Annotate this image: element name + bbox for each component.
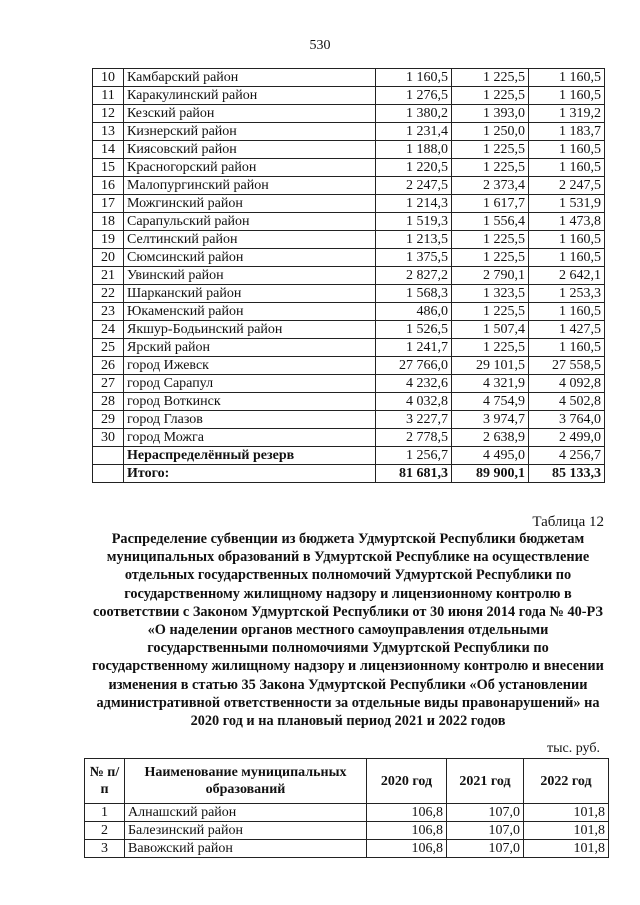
row-number: 21: [93, 267, 124, 285]
value-2022: 1 319,2: [529, 105, 605, 123]
table-row: [93, 321, 605, 339]
row-name: город Воткинск: [124, 393, 376, 411]
value-2020: 1 375,5: [376, 249, 452, 267]
value-2021: 2 790,1: [452, 267, 529, 285]
row-number: [93, 465, 124, 483]
value-2021: 1 225,5: [452, 231, 529, 249]
value-2021: 1 225,5: [452, 141, 529, 159]
table-row: [85, 840, 609, 858]
row-number: 12: [93, 105, 124, 123]
row-name: город Ижевск: [124, 357, 376, 375]
row-name: Итого:: [124, 465, 376, 483]
value-2020: 1 380,2: [376, 105, 452, 123]
table-row: [93, 177, 605, 195]
value-2020: 1 256,7: [376, 447, 452, 465]
table-row: [93, 123, 605, 141]
value-2021: 89 900,1: [452, 465, 529, 483]
row-number: 17: [93, 195, 124, 213]
value-2021: 1 225,5: [452, 159, 529, 177]
row-name: Каракулинский район: [124, 87, 376, 105]
value-2022: 1 531,9: [529, 195, 605, 213]
row-name: Балезинский район: [125, 822, 367, 840]
value-2021: 107,0: [447, 804, 524, 822]
row-number: 25: [93, 339, 124, 357]
row-number: 24: [93, 321, 124, 339]
row-name: город Глазов: [124, 411, 376, 429]
header-name: Наименование муниципальных образований: [125, 759, 367, 804]
housing-supervision-subsidy-table: [84, 758, 609, 858]
row-name: Вавожский район: [125, 840, 367, 858]
units-label: тыс. руб.: [547, 741, 600, 756]
row-name: Сарапульский район: [124, 213, 376, 231]
value-2020: 2 778,5: [376, 429, 452, 447]
value-2022: 2 247,5: [529, 177, 605, 195]
table-row: [93, 159, 605, 177]
value-2020: 1 214,3: [376, 195, 452, 213]
row-number: 10: [93, 69, 124, 87]
table-row: [93, 447, 605, 465]
value-2022: 2 499,0: [529, 429, 605, 447]
value-2020: 4 232,6: [376, 375, 452, 393]
value-2020: 1 241,7: [376, 339, 452, 357]
row-name: Камбарский район: [124, 69, 376, 87]
table-row: [93, 303, 605, 321]
value-2022: 1 427,5: [529, 321, 605, 339]
value-2022: 1 160,5: [529, 231, 605, 249]
table-row: [93, 285, 605, 303]
header-2020: 2020 год: [367, 759, 447, 804]
value-2021: 29 101,5: [452, 357, 529, 375]
value-2022: 1 160,5: [529, 303, 605, 321]
value-2021: 107,0: [447, 840, 524, 858]
value-2021: 4 321,9: [452, 375, 529, 393]
row-number: 26: [93, 357, 124, 375]
value-2020: 81 681,3: [376, 465, 452, 483]
value-2022: 4 502,8: [529, 393, 605, 411]
row-name: Сюмсинский район: [124, 249, 376, 267]
row-number: 14: [93, 141, 124, 159]
row-number: 29: [93, 411, 124, 429]
table-row: [93, 213, 605, 231]
row-name: Кизнерский район: [124, 123, 376, 141]
table-row: [93, 375, 605, 393]
value-2020: 2 827,2: [376, 267, 452, 285]
row-number: 3: [85, 840, 125, 858]
table-row: [93, 231, 605, 249]
value-2022: 1 160,5: [529, 339, 605, 357]
value-2021: 1 556,4: [452, 213, 529, 231]
value-2021: 1 250,0: [452, 123, 529, 141]
value-2021: 1 617,7: [452, 195, 529, 213]
value-2021: 2 373,4: [452, 177, 529, 195]
row-name: Киясовский район: [124, 141, 376, 159]
header-2022: 2022 год: [524, 759, 609, 804]
value-2022: 1 253,3: [529, 285, 605, 303]
header-num: № п/п: [85, 759, 125, 804]
row-number: 16: [93, 177, 124, 195]
value-2021: 2 638,9: [452, 429, 529, 447]
row-number: [93, 447, 124, 465]
table-number-label: Таблица 12: [532, 514, 604, 530]
row-name: Алнашский район: [125, 804, 367, 822]
row-name: город Сарапул: [124, 375, 376, 393]
value-2022: 85 133,3: [529, 465, 605, 483]
table-row: [93, 141, 605, 159]
row-number: 28: [93, 393, 124, 411]
row-name: Ярский район: [124, 339, 376, 357]
row-name: Увинский район: [124, 267, 376, 285]
value-2022: 1 160,5: [529, 159, 605, 177]
continued-subsidy-table: [92, 68, 605, 483]
value-2022: 1 160,5: [529, 69, 605, 87]
table-row: [85, 804, 609, 822]
table-row: [93, 249, 605, 267]
header-2021: 2021 год: [447, 759, 524, 804]
value-2022: 1 473,8: [529, 213, 605, 231]
value-2022: 1 160,5: [529, 249, 605, 267]
table-header-row: [85, 759, 609, 804]
value-2021: 3 974,7: [452, 411, 529, 429]
page-number: 530: [309, 38, 331, 53]
table-row: [93, 465, 605, 483]
table-row: [85, 822, 609, 840]
row-number: 30: [93, 429, 124, 447]
value-2020: 106,8: [367, 840, 447, 858]
row-name: Можгинский район: [124, 195, 376, 213]
value-2020: 1 526,5: [376, 321, 452, 339]
value-2020: 3 227,7: [376, 411, 452, 429]
row-number: 15: [93, 159, 124, 177]
value-2021: 1 225,5: [452, 69, 529, 87]
value-2022: 4 092,8: [529, 375, 605, 393]
row-number: 2: [85, 822, 125, 840]
value-2020: 486,0: [376, 303, 452, 321]
table-row: [93, 267, 605, 285]
value-2020: 106,8: [367, 804, 447, 822]
value-2022: 101,8: [524, 804, 609, 822]
table-row: [93, 429, 605, 447]
value-2021: 107,0: [447, 822, 524, 840]
value-2021: 1 225,5: [452, 303, 529, 321]
row-name: город Можга: [124, 429, 376, 447]
row-number: 19: [93, 231, 124, 249]
value-2021: 4 754,9: [452, 393, 529, 411]
value-2020: 2 247,5: [376, 177, 452, 195]
value-2020: 1 188,0: [376, 141, 452, 159]
row-name: Красногорский район: [124, 159, 376, 177]
row-number: 11: [93, 87, 124, 105]
table-row: [93, 339, 605, 357]
table-row: [93, 393, 605, 411]
value-2022: 101,8: [524, 822, 609, 840]
value-2022: 2 642,1: [529, 267, 605, 285]
value-2022: 4 256,7: [529, 447, 605, 465]
value-2020: 1 231,4: [376, 123, 452, 141]
value-2021: 1 225,5: [452, 87, 529, 105]
table-row: [93, 357, 605, 375]
table-row: [93, 105, 605, 123]
row-name: Малопургинский район: [124, 177, 376, 195]
table-row: [93, 195, 605, 213]
value-2022: 3 764,0: [529, 411, 605, 429]
table-row: [93, 69, 605, 87]
value-2020: 1 213,5: [376, 231, 452, 249]
value-2022: 1 160,5: [529, 87, 605, 105]
value-2021: 1 225,5: [452, 339, 529, 357]
row-name: Селтинский район: [124, 231, 376, 249]
row-name: Шарканский район: [124, 285, 376, 303]
value-2020: 106,8: [367, 822, 447, 840]
value-2022: 1 183,7: [529, 123, 605, 141]
value-2022: 27 558,5: [529, 357, 605, 375]
value-2021: 1 393,0: [452, 105, 529, 123]
table-row: [93, 411, 605, 429]
row-number: 23: [93, 303, 124, 321]
row-name: Нераспределённый резерв: [124, 447, 376, 465]
row-name: Кезский район: [124, 105, 376, 123]
table-row: [93, 87, 605, 105]
row-name: Якшур-Бодьинский район: [124, 321, 376, 339]
value-2022: 101,8: [524, 840, 609, 858]
row-number: 1: [85, 804, 125, 822]
value-2022: 1 160,5: [529, 141, 605, 159]
value-2020: 1 276,5: [376, 87, 452, 105]
value-2020: 1 519,3: [376, 213, 452, 231]
row-number: 13: [93, 123, 124, 141]
value-2020: 27 766,0: [376, 357, 452, 375]
row-number: 27: [93, 375, 124, 393]
row-name: Юкаменский район: [124, 303, 376, 321]
value-2021: 1 225,5: [452, 249, 529, 267]
table-heading: Распределение субвенции из бюджета Удмуртской Республики бюджетам муниципальных образований в Удмуртской Республике на осуществление отдельных государственных полномочий Удмуртской Республики по государственному жилищному надзору и лицензионному контролю в соответствии с Законом Удмуртской Республики от 30 июня 2014 года № 40-РЗ «О наделении органов местного самоуправления отдельными государственными полномочиями Удмуртской Республики по государственному жилищному надзору и лицензионному контролю и внесении изменения в статью 35 Закона Удмуртской Республики «Об установлении административной ответственности за отдельные виды правонарушений» на 2020 год и на плановый период 2021 и 2022 годов: [92, 531, 604, 730]
value-2020: 1 220,5: [376, 159, 452, 177]
row-number: 18: [93, 213, 124, 231]
value-2020: 4 032,8: [376, 393, 452, 411]
value-2021: 1 323,5: [452, 285, 529, 303]
value-2020: 1 568,3: [376, 285, 452, 303]
value-2020: 1 160,5: [376, 69, 452, 87]
row-number: 22: [93, 285, 124, 303]
row-number: 20: [93, 249, 124, 267]
value-2021: 4 495,0: [452, 447, 529, 465]
value-2021: 1 507,4: [452, 321, 529, 339]
